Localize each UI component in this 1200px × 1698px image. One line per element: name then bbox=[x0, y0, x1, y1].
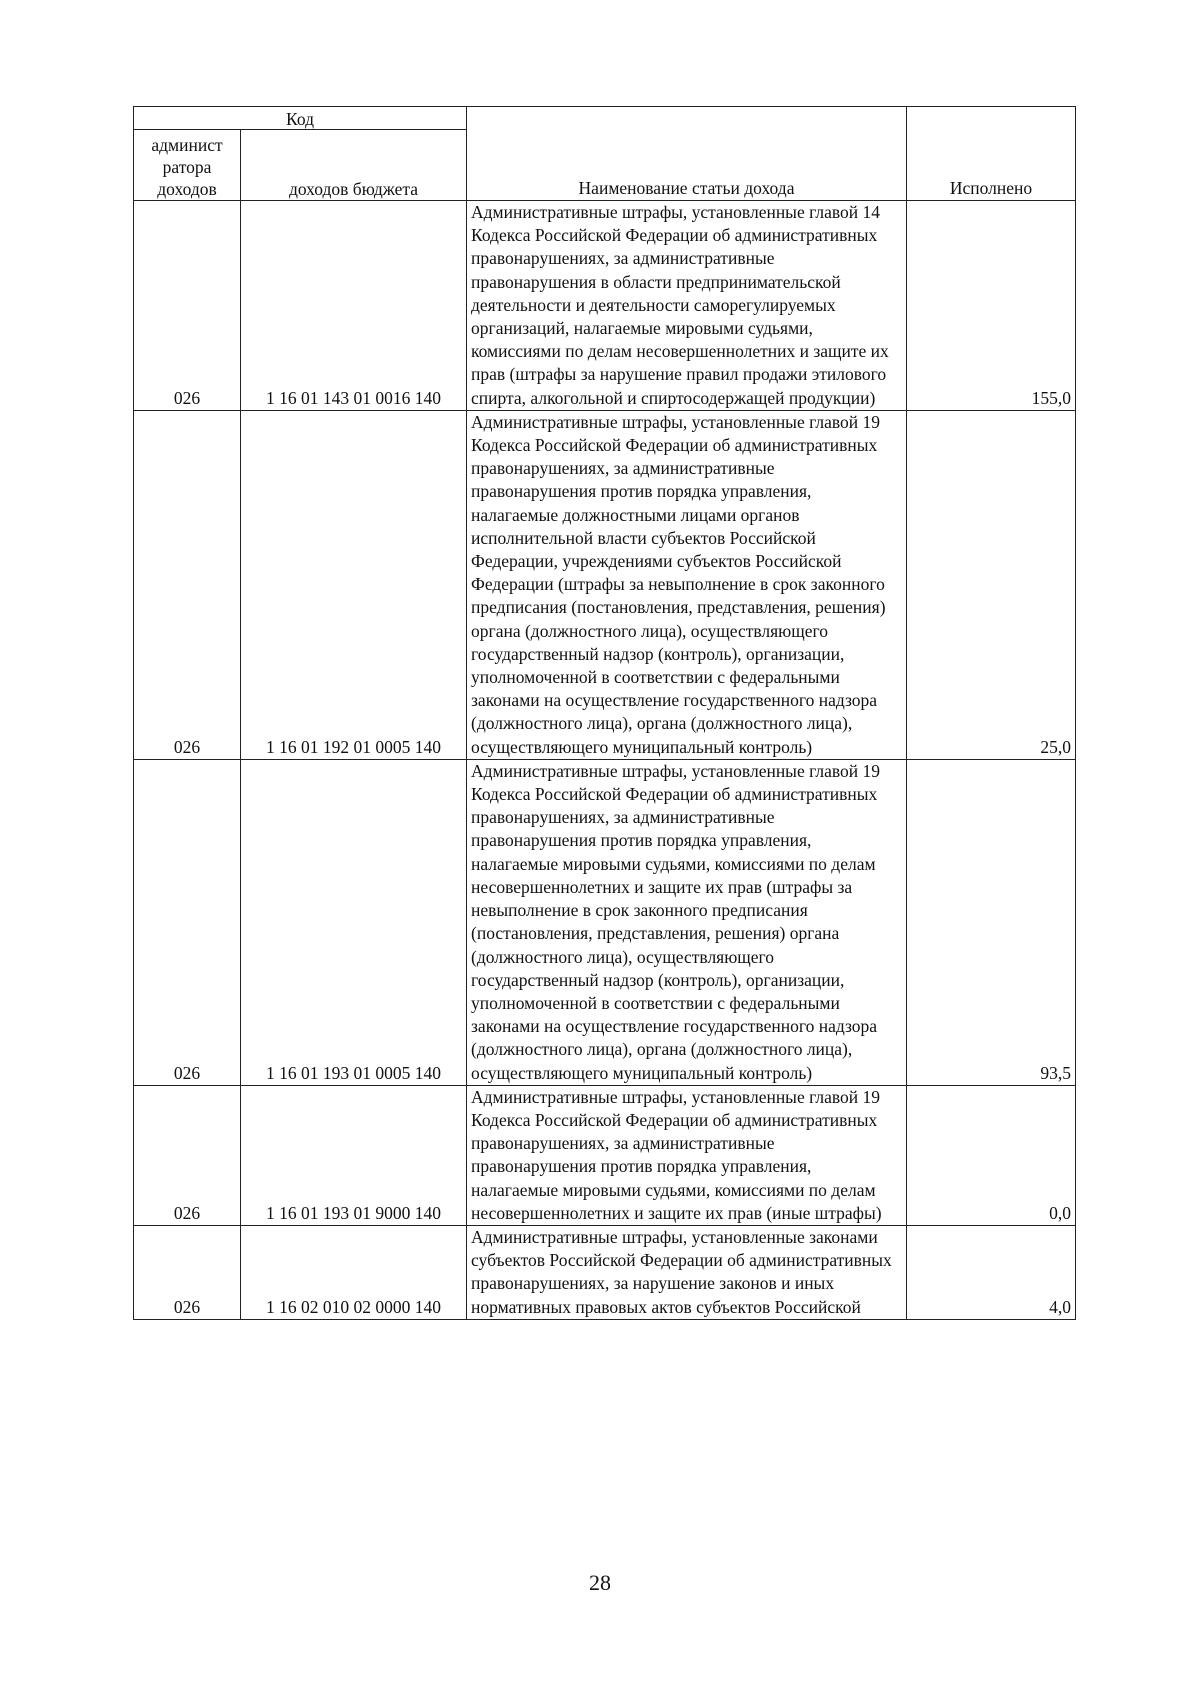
admin-code-cell: 026 bbox=[134, 201, 241, 411]
executed-amount-cell: 93,5 bbox=[907, 759, 1076, 1085]
budget-code-cell: 1 16 02 010 02 0000 140 bbox=[241, 1225, 467, 1319]
page-number: 28 bbox=[589, 1570, 611, 1595]
header-code-column: доходов бюджета bbox=[241, 130, 467, 201]
budget-code-cell: 1 16 01 193 01 9000 140 bbox=[241, 1085, 467, 1225]
revenue-name-cell: Административные штрафы, установленные главой 14 Кодекса Российской Федерации об административных правонарушениях, за административные правонарушения в области предпринимательской деятельности и деятельности саморегулируемых организаций, налагаемые мировыми судьями, комиссиями по делам несовершеннолетних и защите их прав (штрафы за нарушение правил продажи этилового спирта, алкогольной и спиртосодержащей продукции) bbox=[467, 201, 907, 411]
admin-code-cell: 026 bbox=[134, 759, 241, 1085]
admin-code-cell: 026 bbox=[134, 1085, 241, 1225]
revenue-name-cell: Административные штрафы, установленные законами субъектов Российской Федерации об административных правонарушениях, за нарушение законов и иных нормативных правовых актов субъектов Российской bbox=[467, 1225, 907, 1319]
table-row bbox=[134, 1225, 1076, 1319]
executed-amount-cell: 0,0 bbox=[907, 1085, 1076, 1225]
budget-code-cell: 1 16 01 193 01 0005 140 bbox=[241, 759, 467, 1085]
table-row bbox=[134, 201, 1076, 411]
executed-amount-cell: 4,0 bbox=[907, 1225, 1076, 1319]
admin-code-cell: 026 bbox=[134, 1225, 241, 1319]
header-name-column: Наименование статьи дохода bbox=[467, 107, 907, 201]
table-row bbox=[134, 1085, 1076, 1225]
budget-code-cell: 1 16 01 192 01 0005 140 bbox=[241, 410, 467, 759]
executed-amount-cell: 155,0 bbox=[907, 201, 1076, 411]
header-executed-column: Исполнено bbox=[907, 107, 1076, 201]
revenue-name-cell: Административные штрафы, установленные главой 19 Кодекса Российской Федерации об административных правонарушениях, за административные правонарушения против порядка управления, налагаемые мировыми судьями, комиссиями по делам несовершеннолетних и защите их прав (иные штрафы) bbox=[467, 1085, 907, 1225]
header-code-group: Код bbox=[134, 107, 467, 130]
header-admin-line-1: админист bbox=[151, 135, 223, 155]
header-row-group bbox=[134, 107, 1076, 130]
revenue-name-cell: Административные штрафы, установленные главой 19 Кодекса Российской Федерации об административных правонарушениях, за административные правонарушения против порядка управления, налагаемые мировыми судьями, комиссиями по делам несовершеннолетних и защите их прав (штрафы за невыполнение в срок законного предписания (постановления, представления, решения) органа (должностного лица), осуществляющего государственный надзор (контроль), организации, уполномоченной в соответствии с федеральными законами на осуществление государственного надзора (должностного лица), органа (должностного лица), осуществляющего муниципальный контроль) bbox=[467, 759, 907, 1085]
header-admin-column bbox=[134, 130, 241, 201]
executed-amount-cell: 25,0 bbox=[907, 410, 1076, 759]
header-admin-line-3: доходов bbox=[157, 179, 217, 199]
table-row bbox=[134, 759, 1076, 1085]
admin-code-cell: 026 bbox=[134, 410, 241, 759]
budget-code-cell: 1 16 01 143 01 0016 140 bbox=[241, 201, 467, 411]
budget-revenue-table bbox=[133, 106, 1076, 1320]
header-admin-line-2: ратора bbox=[162, 157, 212, 177]
table-row bbox=[134, 410, 1076, 759]
revenue-name-cell: Административные штрафы, установленные главой 19 Кодекса Российской Федерации об административных правонарушениях, за административные правонарушения против порядка управления, налагаемые должностными лицами органов исполнительной власти субъектов Российской Федерации, учреждениями субъектов Российской Федерации (штрафы за невыполнение в срок законного предписания (постановления, представления, решения) органа (должностного лица), осуществляющего государственный надзор (контроль), организации, уполномоченной в соответствии с федеральными законами на осуществление государственного надзора (должностного лица), органа (должностного лица), осуществляющего муниципальный контроль) bbox=[467, 410, 907, 759]
